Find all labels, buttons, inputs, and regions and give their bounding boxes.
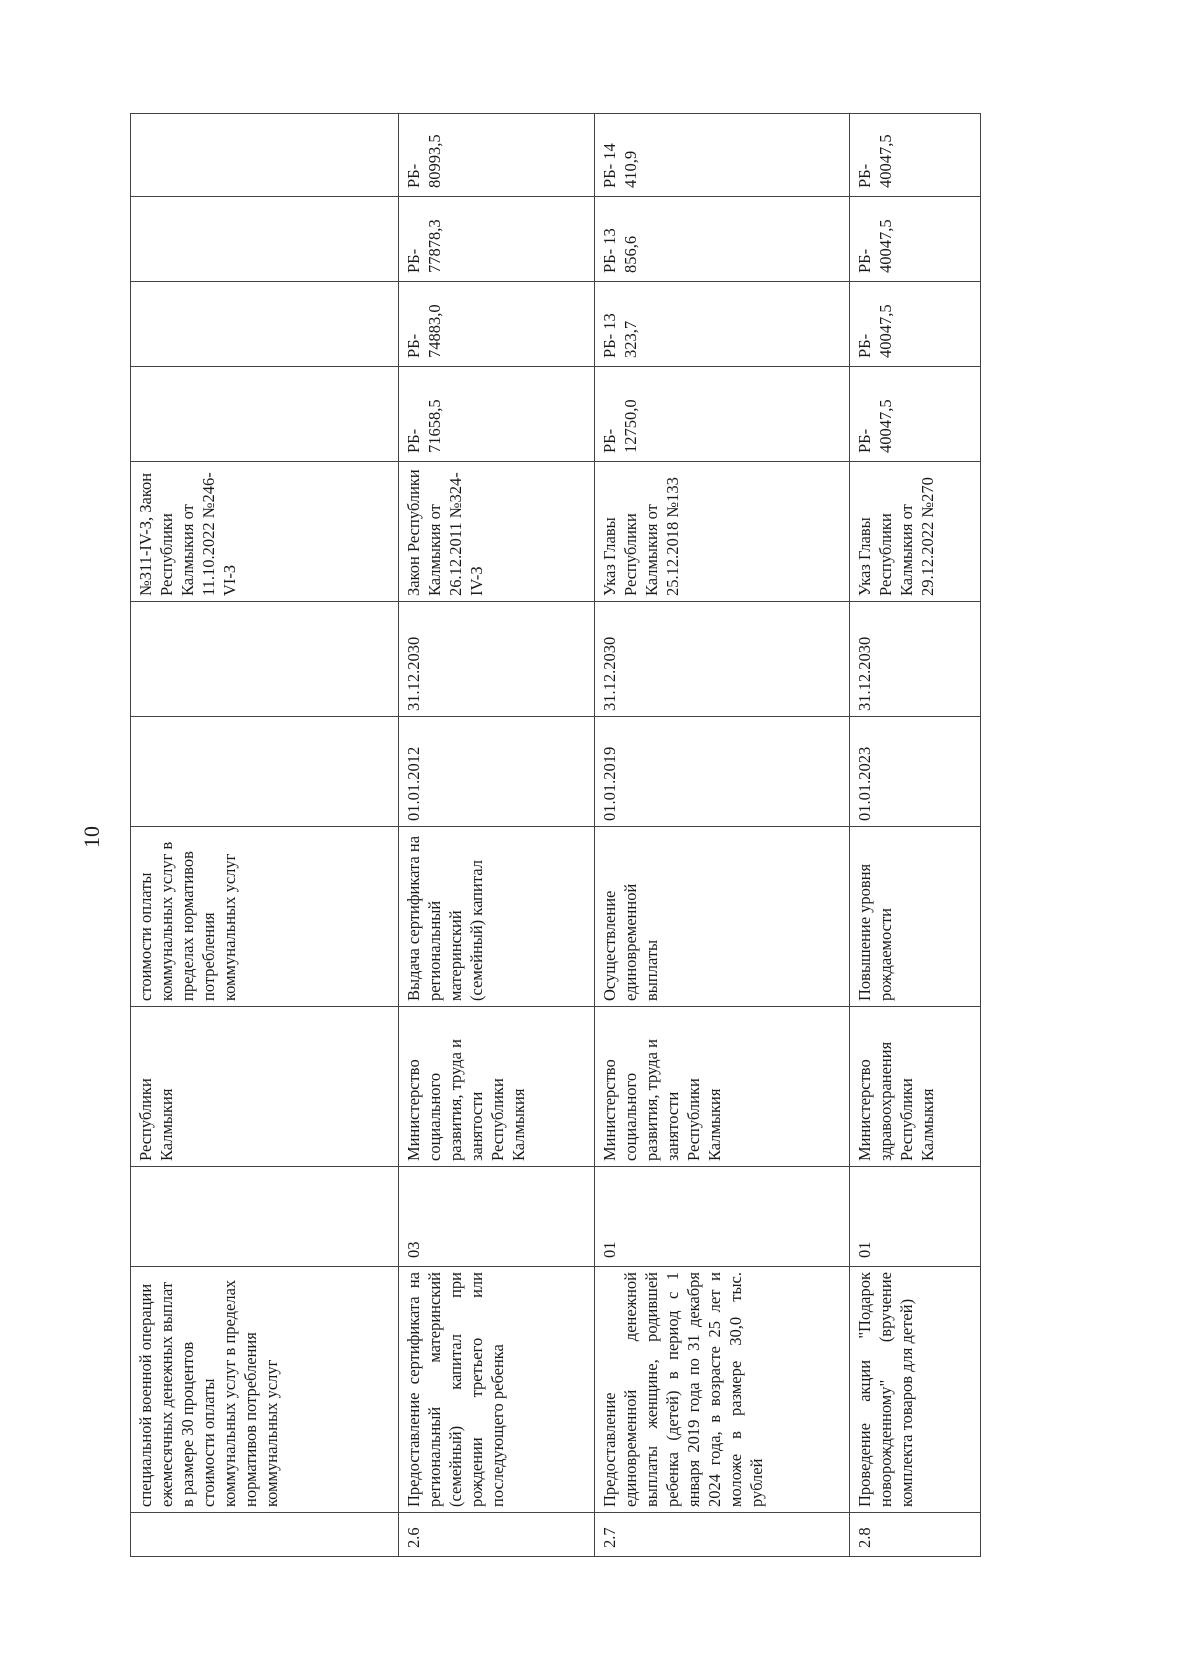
cell-number: 2.6: [399, 1513, 595, 1557]
cell-start-date: 01.01.2023: [850, 717, 981, 827]
cell-funding-year-4: [131, 114, 399, 197]
cell-funding-year-1: РБ- 71658,5: [399, 367, 595, 462]
cell-number: 2.7: [595, 1513, 850, 1557]
cell-code: [131, 1167, 399, 1267]
cell-number: 2.8: [850, 1513, 981, 1557]
cell-funding-year-2: РБ- 40047,5: [850, 282, 981, 367]
cell-legal-basis: Указ Главы Республики Калмыкия от 25.12.2018 №133: [595, 462, 850, 602]
cell-legal-basis: №311-IV-З, Закон Республики Калмыкия от 11.10.2022 №246-VI-З: [131, 462, 399, 602]
cell-funding-year-3: РБ- 40047,5: [850, 197, 981, 282]
cell-name: Предоставление сертификата на региональный материнский (семейный) капитал при рождении третьего или последующего ребенка: [399, 1267, 595, 1513]
cell-funding-year-1: РБ- 12750,0: [595, 367, 850, 462]
cell-number: [131, 1513, 399, 1557]
cell-executor: Министерство социального развития, труда и занятости Республики Калмыкия: [595, 1007, 850, 1167]
table-row: [131, 114, 399, 1557]
cell-funding-year-2: РБ- 13 323,7: [595, 282, 850, 367]
cell-funding-year-4: РБ- 40047,5: [850, 114, 981, 197]
cell-name: Проведение акции "Подарок новорожденному" (вручение комплекта товаров для детей): [850, 1267, 981, 1513]
cell-end-date: 31.12.2030: [399, 602, 595, 717]
cell-end-date: 31.12.2030: [595, 602, 850, 717]
cell-executor: Министерство здравоохранения Республики Калмыкия: [850, 1007, 981, 1167]
cell-funding-year-1: РБ- 40047,5: [850, 367, 981, 462]
cell-funding-year-4: РБ- 14 410,9: [595, 114, 850, 197]
cell-code: 01: [850, 1167, 981, 1267]
cell-start-date: 01.01.2019: [595, 717, 850, 827]
cell-goal: Выдача сертификата на региональный материнский (семейный) капитал: [399, 827, 595, 1007]
cell-funding-year-1: [131, 367, 399, 462]
table-row: [595, 114, 850, 1557]
cell-code: 01: [595, 1167, 850, 1267]
cell-end-date: [131, 602, 399, 717]
cell-funding-year-3: РБ- 77878,3: [399, 197, 595, 282]
page-number: 10: [79, 826, 104, 848]
cell-start-date: [131, 717, 399, 827]
cell-funding-year-3: [131, 197, 399, 282]
cell-funding-year-4: РБ- 80993,5: [399, 114, 595, 197]
cell-end-date: 31.12.2030: [850, 602, 981, 717]
cell-funding-year-3: РБ- 13 856,6: [595, 197, 850, 282]
program-table: [130, 113, 981, 1557]
cell-start-date: 01.01.2012: [399, 717, 595, 827]
cell-name: специальной военной операции ежемесячных денежных выплат в размере 30 процентов стоимости оплаты коммунальных услуг в пределах нормативов потребления коммунальных услуг: [131, 1267, 399, 1513]
cell-goal: стоимости оплаты коммунальных услуг в пределах нормативов потребления коммунальных услуг: [131, 827, 399, 1007]
cell-funding-year-2: РБ- 74883,0: [399, 282, 595, 367]
cell-goal: Повышение уровня рождаемости: [850, 827, 981, 1007]
table-row: [850, 114, 981, 1557]
cell-name: Предоставление единовременной денежной выплаты женщине, родившей ребенка (детей) в период с 1 января 2019 года по 31 декабря 2024 года, в возрасте 25 лет и моложе в размере 30,0 тыс. рублей: [595, 1267, 850, 1513]
cell-executor: Министерство социального развития, труда и занятости Республики Калмыкия: [399, 1007, 595, 1167]
table-row: [399, 114, 595, 1557]
cell-funding-year-2: [131, 282, 399, 367]
cell-goal: Осуществление единовременной выплаты: [595, 827, 850, 1007]
rotated-table-container: [130, 114, 980, 1557]
cell-executor: Республики Калмыкия: [131, 1007, 399, 1167]
cell-code: 03: [399, 1167, 595, 1267]
cell-legal-basis: Закон Республики Калмыкия от 26.12.2011 №324-IV-З: [399, 462, 595, 602]
cell-legal-basis: Указ Главы Республики Калмыкия от 29.12.2022 №270: [850, 462, 981, 602]
